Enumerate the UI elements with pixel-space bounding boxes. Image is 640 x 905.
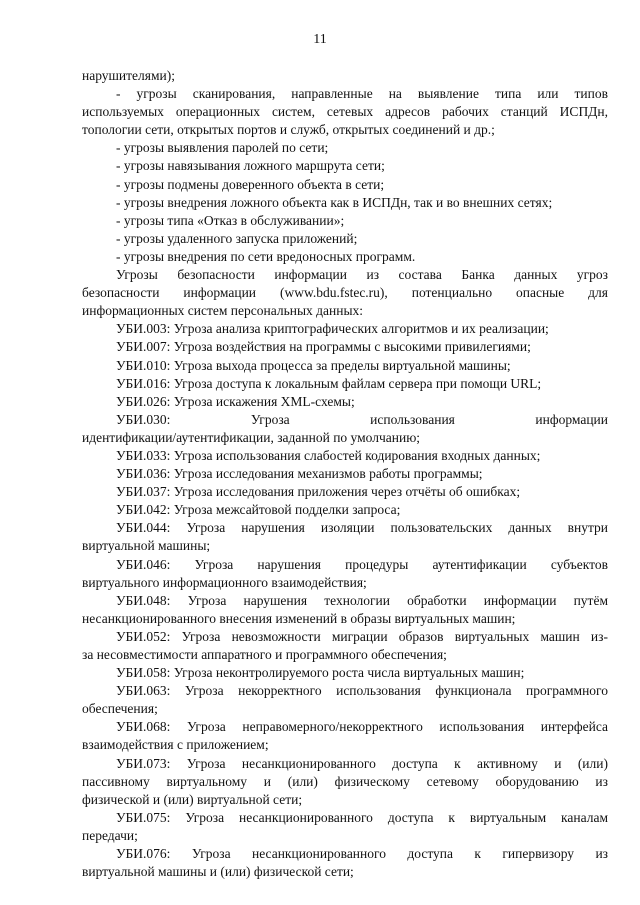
text-line: виртуальной машины и (или) физической сети; — [82, 864, 354, 880]
text-line: - угрозы типа «Отказ в обслуживании»; — [116, 212, 345, 228]
document-body — [82, 67, 608, 881]
text-line: УБИ.046: Угроза нарушения процедуры аутентификации субъектов — [116, 556, 608, 572]
page-number: 11 — [313, 32, 327, 47]
text-line: пассивному виртуальному и (или) физическому сетевому оборудованию из — [82, 773, 608, 789]
text-line: УБИ.058: Угроза неконтролируемого роста числа виртуальных машин; — [116, 665, 525, 681]
text-line: - угрозы подмены доверенного объекта в сети; — [116, 176, 385, 192]
text-line: используемых операционных систем, сетевых адресов рабочих станций ИСПДн, — [82, 104, 608, 120]
text-line: УБИ.037: Угроза исследования приложения через отчёты об ошибках; — [116, 484, 521, 500]
text-line: безопасности информации (www.bdu.fstec.ru), потенциально опасные для — [82, 285, 608, 301]
text-line: - угрозы удаленного запуска приложений; — [116, 230, 358, 246]
text-line: УБИ.007: Угроза воздействия на программы с высокими привилегиями; — [116, 339, 531, 355]
text-line: - угрозы сканирования, направленные на выявление типа или типов — [116, 86, 608, 102]
text-line: УБИ.003: Угроза анализа криптографических алгоритмов и их реализации; — [116, 321, 549, 337]
text-line: УБИ.036: Угроза исследования механизмов работы программы; — [116, 466, 483, 482]
text-line: нарушителями); — [82, 68, 176, 83]
text-line: - угрозы выявления паролей по сети; — [116, 140, 329, 156]
text-line: УБИ.075: Угроза несанкционированного доступа к виртуальным каналам — [116, 809, 608, 825]
text-line: УБИ.016: Угроза доступа к локальным файлам сервера при помощи URL; — [116, 375, 542, 391]
text-line: УБИ.068: Угроза неправомерного/некорректного использования интерфейса — [116, 719, 608, 735]
text-line: несанкционированного внесения изменений в образы виртуальных машин; — [82, 610, 516, 626]
text-line: УБИ.052: Угроза невозможности миграции образов виртуальных машин из- — [116, 628, 608, 644]
text-line: УБИ.033: Угроза использования слабостей кодирования входных данных; — [116, 447, 541, 463]
text-line: УБИ.076: Угроза несанкционированного доступа к гипервизору из — [116, 846, 608, 862]
text-line: обеспечения; — [82, 701, 158, 717]
text-line: УБИ.010: Угроза выхода процесса за пределы виртуальной машины; — [116, 357, 511, 373]
text-line: идентификации/аутентификации, заданной по умолчанию; — [82, 429, 421, 445]
text-line: Угрозы безопасности информации из состава Банка данных угроз — [116, 267, 608, 283]
text-line: УБИ.026: Угроза искажения XML-схемы; — [116, 393, 355, 409]
text-line: виртуальной машины; — [82, 538, 211, 554]
text-line: УБИ.042: Угроза межсайтовой подделки запроса; — [116, 502, 401, 518]
text-line: УБИ.063: Угроза некорректного использования функционала программного — [116, 683, 608, 699]
text-line: УБИ.048: Угроза нарушения технологии обработки информации путём — [116, 592, 608, 608]
text-line: физической и (или) виртуальной сети; — [82, 791, 303, 807]
text-line: - угрозы навязывания ложного маршрута сети; — [116, 158, 385, 174]
text-line: информационных систем персональных данных: — [82, 303, 364, 319]
text-line: - угрозы внедрения по сети вредоносных программ. — [116, 248, 416, 264]
text-line: УБИ.030: Угроза использования информации — [116, 411, 608, 427]
text-line: передачи; — [82, 827, 138, 843]
text-line: взаимодействия с приложением; — [82, 737, 269, 753]
text-line: топологии сети, открытых портов и служб, открытых соединений и др.; — [82, 122, 495, 138]
text-line: УБИ.044: Угроза нарушения изоляции пользовательских данных внутри — [116, 520, 608, 536]
text-line: - угрозы внедрения ложного объекта как в ИСПДн, так и во внешних сетях; — [116, 194, 553, 210]
text-line: виртуального информационного взаимодействия; — [82, 574, 367, 590]
text-line: за несовместимости аппаратного и программного обеспечения; — [82, 647, 447, 662]
text-line: УБИ.073: Угроза несанкционированного доступа к активному и (или) — [116, 755, 608, 771]
